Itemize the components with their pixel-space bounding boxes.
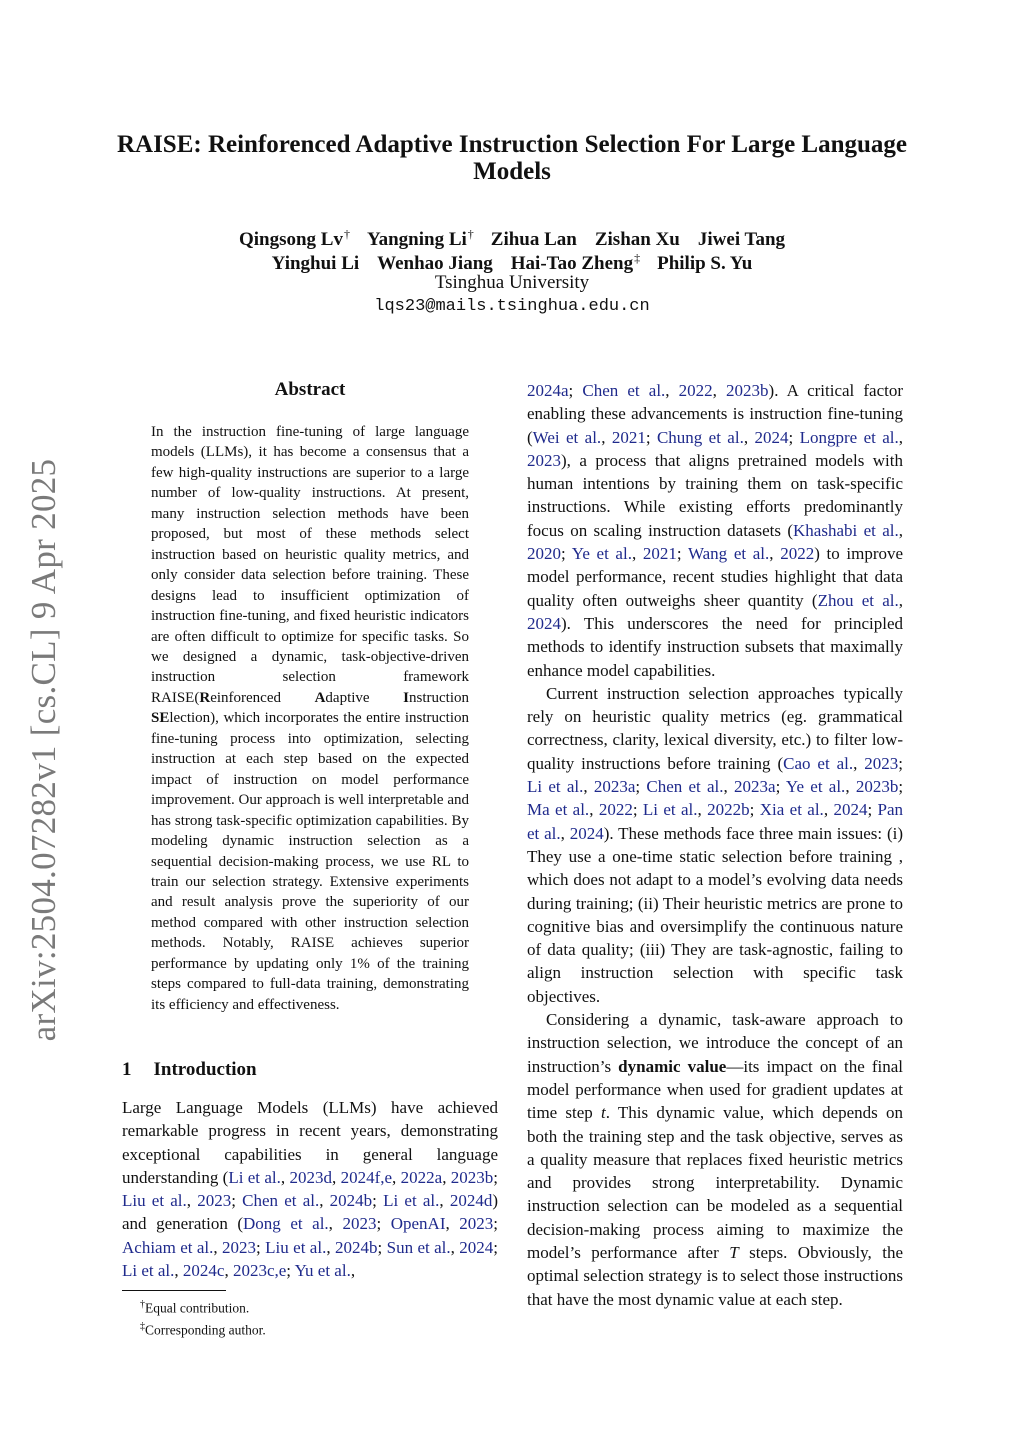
text-run: Current instruction selection approaches typically rely on heuristic quality metrics (eg. grammatical correctness, clarity, lexical diversity, etc.) to filter low-quality instructions before training ( (527, 683, 903, 773)
footnote (140, 1296, 266, 1318)
paper-title: RAISE: Reinforenced Adaptive Instruction Selection For Large Language Models (116, 131, 908, 185)
citation-link[interactable]: Sun et al. (386, 1237, 451, 1257)
contact-email[interactable]: lqs23@mails.tsinghua.edu.cn (374, 297, 650, 316)
text-run: Considering a dynamic, task-aware approach to instruction selection, we introduce the concept of an instruction’s (527, 1010, 903, 1076)
bold-term: dynamic value (618, 1056, 727, 1076)
section-number: 1 (122, 1059, 132, 1080)
author-name: Zishan Xu (594, 229, 680, 251)
text-run: In the instruction fine-tuning of large language models (LLMs), it has become a consensus that a few high-quality instructions are superior to a large number of low-quality instructions. At present, many instruction selection methods have been proposed, but most of these methods select instruction based on heuristic quality metrics, and only consider data selection before training. These designs lead to insufficient optimization of instruction fine-tuning, and fixed heuristic indicators are often difficult to optimize for specific tasks. So we designed a dynamic, task-objective-driven instruction selection framework RAISE( (151, 424, 469, 706)
text-run: , (186, 1191, 198, 1211)
text-run: ; (493, 1167, 499, 1187)
citation-link[interactable]: 2023a (734, 777, 776, 797)
citation-link[interactable]: 2023 (222, 1237, 257, 1257)
citation-link[interactable]: Ma et al. (527, 800, 590, 820)
author-footnote-mark: † (343, 227, 350, 241)
author-footnote-mark: ‡ (634, 251, 641, 265)
text-run: nstruction (409, 689, 469, 706)
text-run: , (560, 823, 570, 843)
text-run: daptive (325, 689, 404, 706)
footnote (140, 1318, 266, 1340)
citation-link[interactable]: 2024 (754, 427, 789, 447)
text-run: ; (561, 544, 572, 564)
citation-link[interactable]: 2024f,e (340, 1167, 393, 1187)
text-run: ) to improve model performance, recent studies highlight that data quality often outweighs sheer quantity ( (527, 544, 904, 610)
text-run: ; (493, 1214, 499, 1234)
citation-link[interactable]: 2023b (726, 381, 769, 400)
author-name: Yinghui Li (271, 253, 360, 275)
section-title: Introduction (153, 1059, 257, 1080)
footnote-text: Corresponding author. (145, 1322, 266, 1337)
text-run: ; (867, 800, 878, 820)
citation-link[interactable]: 2024 (569, 823, 604, 843)
text-run: , (213, 1237, 223, 1257)
text-run: , (328, 1214, 343, 1234)
footnote-divider (122, 1290, 226, 1291)
citation-link[interactable]: 2023 (864, 753, 899, 773)
author-name: Qingsong Lv (238, 229, 343, 251)
author-name: Yangning Li (366, 229, 467, 251)
text-run: , (445, 1214, 460, 1234)
paragraph (527, 682, 903, 1008)
citation-link[interactable]: 2023a (593, 777, 636, 797)
section-heading-introduction (122, 1059, 257, 1081)
text-run: ; (568, 381, 583, 400)
text-run: , (392, 1167, 401, 1187)
citation-link[interactable]: 2023d (289, 1167, 332, 1187)
text-run: , (898, 520, 903, 540)
author-footnote-mark: † (467, 227, 474, 241)
text-run: ; (632, 800, 643, 820)
paragraph (527, 1008, 903, 1311)
citation-link[interactable]: 2022 (598, 800, 633, 820)
arxiv-side-stamp (0, 0, 90, 1448)
arxiv-identifier: arXiv:2504.07282v1 [cs.CL] 9 Apr 2025 (24, 458, 63, 1042)
text-run: . This dynamic value, which depends on both the training step and the task objective, serves as a quality measure that replaces fixed heuristic metrics and provides strong interpretability. Dynamic instruction selection can be modeled as a sequential decision-making process aiming to maximize the model’s performance after (527, 1103, 903, 1262)
citation-link[interactable]: Chen et al. (582, 381, 666, 400)
citation-link[interactable]: Xia et al. (759, 800, 824, 820)
text-run: , (280, 1167, 290, 1187)
citation-link[interactable]: 2023 (527, 450, 561, 470)
citation-link[interactable]: Cao et al. (783, 753, 854, 773)
citation-link[interactable]: Khashabi et al. (793, 520, 899, 540)
footnote-text: Equal contribution. (145, 1300, 250, 1316)
citation-link[interactable]: Achiam et al. (122, 1237, 214, 1257)
citation-link[interactable]: Chung et al. (656, 427, 744, 447)
text-run: , (898, 590, 903, 610)
citation-link[interactable]: 2023c,e (232, 1261, 287, 1281)
abstract-text (151, 422, 469, 1015)
paragraph (122, 1096, 498, 1282)
citation-link[interactable]: 2024 (833, 800, 868, 820)
footnotes (140, 1296, 266, 1339)
text-run: Large Language Models (LLMs) have achieved remarkable progress in recent years, demonstrating exceptional capabilities in general language understanding ( (122, 1098, 498, 1187)
text-run: steps. Obviously, the optimal selection strategy is to select those instructions that have the most dynamic value at each step. (527, 1242, 903, 1309)
text-run: ; (376, 1214, 391, 1234)
affiliation: Tsinghua University (434, 272, 590, 293)
text-run: , (769, 544, 781, 564)
citation-link[interactable]: 2024 (527, 613, 561, 633)
introduction-right-column (527, 379, 903, 1311)
text-run: , (583, 777, 594, 797)
citation-link[interactable]: 2023b (855, 777, 899, 797)
text-run: , (723, 777, 735, 797)
text-run: einforenced (210, 689, 315, 706)
text-run: , (823, 800, 834, 820)
citation-link[interactable]: 2023 (459, 1214, 494, 1234)
text-run: —its impact on the final model performance when used for gradient updates at time step (527, 1056, 904, 1123)
text-run: , (319, 1191, 330, 1211)
text-run: ; (372, 1191, 384, 1211)
bold-term: SE (151, 710, 170, 727)
citation-link[interactable]: 2022 (678, 381, 713, 400)
citation-link[interactable]: 2024c (182, 1261, 225, 1281)
math-variable: T (729, 1242, 739, 1262)
citation-link[interactable]: 2024b (334, 1237, 378, 1257)
citation-link[interactable]: Chen et al. (646, 777, 724, 797)
bold-term: A (314, 689, 326, 706)
text-run: ), a process that aligns pretrained models with human intentions by training them on task-specific instructions. While existing efforts predominantly focus on scaling instruction datasets ( (527, 450, 903, 540)
text-run: ; (788, 427, 800, 447)
citation-link[interactable]: Pan et al. (527, 800, 904, 843)
bold-term: I (403, 689, 409, 706)
author-name: Philip S. Yu (657, 253, 753, 275)
text-run: , (331, 1167, 341, 1187)
text-run: lection), which incorporates the entire instruction fine-tuning process into optimization, selecting instruction at each step based on the expected impact of instruction on model performance improvement. Our approach is well interpretable and has strong task-specific optimization capabilities. By modeling dynamic instruction selection as a sequential decision-making process, we use RL to train our selection strategy. Extensive experiments and result analysis prove the superiority of our method compared with other instruction selection methods. Notably, RAISE achieves superior performance by updating only 1% of the training steps compared to full-data training, demonstrating its efficiency and effectiveness. (151, 710, 469, 1013)
text-run: ; (676, 544, 688, 564)
text-run: , (853, 753, 865, 773)
citation-link[interactable]: 2023 (342, 1214, 377, 1234)
citation-link[interactable]: 2022b (707, 800, 750, 820)
text-run: ; (898, 753, 903, 773)
text-run: , (712, 381, 727, 400)
citation-link[interactable]: Yu et al. (294, 1261, 351, 1281)
citation-link[interactable]: Li et al. (527, 777, 584, 797)
citation-link[interactable]: Chen et al. (242, 1191, 320, 1211)
citation-link[interactable]: 2023 (197, 1191, 232, 1211)
citation-link[interactable]: Liu et al. (122, 1191, 187, 1211)
introduction-left-column (122, 1096, 498, 1282)
citation-link[interactable]: Ye et al. (785, 777, 846, 797)
citation-link[interactable]: Longpre et al. (799, 427, 899, 447)
text-run: , (665, 381, 679, 400)
citation-link[interactable]: 2020 (527, 544, 561, 564)
text-run: ; (286, 1261, 295, 1281)
text-run: , (601, 427, 612, 447)
author-name: Hai-Tao Zheng (510, 253, 634, 275)
text-run: ). This underscores the need for principled methods to identify instruction subsets that maximally enhance model capabilities. (527, 613, 903, 680)
citation-link[interactable]: 2023b (450, 1167, 494, 1187)
citation-link[interactable]: 2024d (449, 1191, 493, 1211)
citation-link[interactable]: 2024b (329, 1191, 373, 1211)
text-run: , (326, 1237, 335, 1257)
citation-link[interactable]: 2022a (400, 1167, 443, 1187)
text-run: , (224, 1261, 233, 1281)
citation-link[interactable]: Li et al. (642, 800, 698, 820)
citation-link[interactable]: 2024a (527, 381, 569, 400)
text-run: ; (256, 1237, 266, 1257)
text-run: ; (493, 1237, 499, 1257)
text-run: ; (645, 427, 657, 447)
text-run: ; (635, 777, 647, 797)
abstract-heading: Abstract (274, 379, 346, 400)
text-run: , (450, 1237, 460, 1257)
author-name: Zihua Lan (490, 229, 577, 251)
text-run: ) and generation ( (122, 1191, 498, 1234)
text-run: , (898, 427, 903, 447)
text-run: , (442, 1167, 451, 1187)
text-run: , (845, 777, 856, 797)
citation-link[interactable]: Wang et al. (687, 544, 770, 564)
citation-link[interactable]: Wei et al. (532, 427, 602, 447)
text-run: ). These methods face three main issues: (i) They use a one-time static selection before training , which does not adapt to a model’s evolving data needs during training; (ii) Their heuristic metrics are prone to cognitive bias and oversimplify the continuous nature of data quality; (iii) They are task-agnostic, failing to align instruction selection with specific task objectives. (527, 823, 904, 1006)
text-run: , (174, 1261, 183, 1281)
text-run: , (631, 544, 643, 564)
text-run: ; (231, 1191, 243, 1211)
text-run: , (589, 800, 599, 820)
citation-link[interactable]: 2021 (611, 427, 646, 447)
citation-link[interactable]: Li et al. (228, 1167, 281, 1187)
text-run: , (439, 1191, 450, 1211)
text-run: , (350, 1261, 356, 1281)
citation-link[interactable]: Zhou et al. (817, 590, 899, 610)
math-variable: t (601, 1103, 606, 1123)
citation-link[interactable]: Liu et al. (265, 1237, 327, 1257)
text-run: ; (898, 777, 904, 797)
citation-link[interactable]: Dong et al. (243, 1214, 329, 1234)
citation-link[interactable]: Li et al. (122, 1261, 175, 1281)
paragraph (527, 379, 903, 682)
text-run: , (697, 800, 708, 820)
citation-link[interactable]: 2022 (780, 544, 815, 564)
text-run: ; (775, 777, 786, 797)
author-name: Jiwei Tang (697, 229, 786, 251)
author-name: Wenhao Jiang (377, 253, 493, 275)
footnote-mark: † (140, 1299, 145, 1310)
citation-link[interactable]: OpenAI (390, 1214, 446, 1234)
bold-term: R (199, 689, 211, 706)
footnote-mark: ‡ (140, 1320, 145, 1332)
citation-link[interactable]: Ye et al. (571, 544, 632, 564)
text-run: ). A critical factor enabling these advancements is instruction fine-tuning ( (527, 381, 904, 447)
text-run: , (743, 427, 755, 447)
text-run: ; (749, 800, 760, 820)
citation-link[interactable]: 2021 (642, 544, 677, 564)
citation-link[interactable]: Li et al. (383, 1191, 440, 1211)
text-run: ; (377, 1237, 387, 1257)
citation-link[interactable]: 2024 (459, 1237, 494, 1257)
